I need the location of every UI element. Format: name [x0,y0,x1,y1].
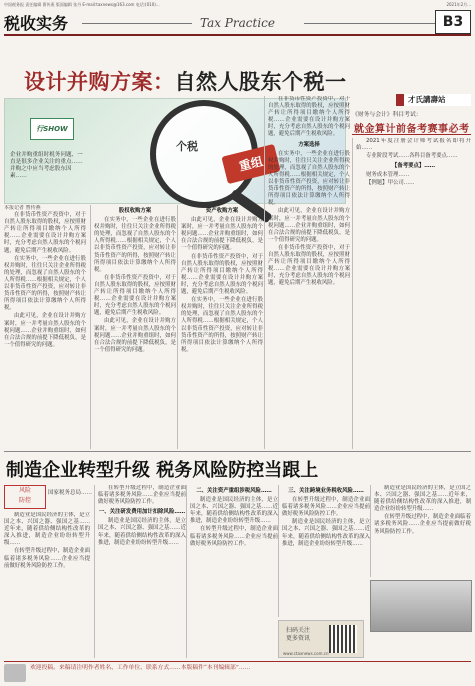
footer-photo [4,664,26,682]
illustration-caption: 企业并购重组时税务问题、一直是很多企业关注的重点……并购之中应当考虑股东因素…… [10,152,83,179]
section-divider [4,451,471,452]
story1-paragraph: 在非货币性资产投资中，对于自然人股东取得的股权，应按照财产转让所得项目缴纳个人所得税……企业需要在设计并购方案时，充分考虑自然人股东的个税问题，避免后期产生税收风险。 [94,274,176,317]
story1-paragraph: 在实务中，一些企业在进行股权并购时，往往只关注企业所得税的处理，而忽视了自然人股东的个人所得税……根据相关规定，个人以非货币性资产投资，应对转让非货币性资产的所得，按照财产转让所得项目依法计算缴纳个人所得税。 [268,150,350,207]
sidebar-kicker: 《财务与会计》科目考试： [352,112,422,118]
story2-paragraph: 制造业是国民经济的主体，是立国之本、兴国之器、强国之基……近年来，随着供给侧结构性改革的深入推进，制造企业纷纷转型升级…… [4,512,90,547]
story1-column-2 [90,205,176,449]
story2-paragraph: 制造业是国民经济的主体，是立国之本、兴国之器、强国之基……近年来，随着供给侧结构性改革的深入推进，制造企业纷纷转型升级…… [190,497,278,525]
story2-paragraph: 制造业是国民经济的主体，是立国之本、兴国之器、强国之基……近年来，随着供给侧结构性改革的深入推进，制造企业纷纷转型升级…… [98,518,186,546]
qr-url[interactable]: www.ctaxnews.com.cn [283,651,329,656]
sidebar-title: 就金算计前备考赛事必考 [354,124,470,135]
section-title: 税收实务 [4,14,69,33]
sidebar-subhead: 【备考要点】…… [391,163,436,170]
story1-column-4 [264,96,350,449]
story2-paragraph: 制造业是国民经济的主体，是立国之本、兴国之器、强国之基……近年来，随着供给侧结构性改革的深入推进，制造企业纷纷转型升级…… [282,519,370,547]
story1-paragraph: 由此可见，企业在设计并购方案时，应一并考量自然人股东的个税问题……企业并购重组时，如何在合法合规的前提下降低税负，是一个值得研究的问题。 [181,217,263,252]
header-rule-right [304,23,436,24]
sidebar-brand: 才氏講壽站 [396,94,471,106]
story1-headline [4,56,350,96]
page-footer [4,661,471,684]
story2-column-1 [4,512,90,658]
story2-subhead: 二、关注资产重组涉税风险…… [196,488,272,494]
sidebar-body [352,138,471,449]
story1-paragraph: 在非货币性资产投资中，对于自然人股东取得的股权，应按照财产转让所得项目缴纳个人所得税……企业需要在设计并购方案时，充分考虑自然人股东的个税问题，避免后期产生税收风险。 [181,253,263,296]
story2-headline: 制造企业转型升级 税务风险防控当跟上 [6,460,319,481]
story1-paragraph: 由此可见，企业在设计并购方案时，应一并考量自然人股东的个税问题……企业并购重组时，如何在合法合规的前提下降低税负，是一个值得研究的问题。 [268,208,350,243]
story1-headline-pre: 设计并购方案： [24,70,175,94]
story1-paragraph: 由此可见，企业在设计并购方案时，应一并考量自然人股东的个税问题……企业并购重组时，如何在合法合规的前提下降低税负，是一个值得研究的问题。 [94,318,176,353]
story1-paragraph: 在实务中，一些企业在进行股权并购时，往往只关注企业所得税的处理，而忽视了自然人股东的个人所得税……根据相关规定，个人以非货币性资产投资，应对转让非货币性资产的所得，按照财产转让所得项目依法计算缴纳个人所得税。 [94,217,176,273]
story1-paragraph: 在实务中，一些企业在进行股权并购时，往往只关注企业所得税的处理，而忽视了自然人股东的个人所得税……根据相关规定，个人以非货币性资产投资，应对转让非货币性资产的所得，按照财产转让所得项目依法计算缴纳个人所得税。 [181,297,263,353]
risk-stamp-top: 风险 [18,487,31,494]
story1-paragraph: 在非货币性资产投资中，对于自然人股东取得的股权，应按照财产转让所得项目缴纳个人所得税……企业需要在设计并购方案时，充分考虑自然人股东的个税问题，避免后期产生税收风险。 [268,96,350,138]
story2-paragraph: 制造业是国民经济的主体，是立国之本、兴国之器、强国之基……近年来，随着供给侧结构性改革的深入推进，制造企业纷纷转型升级…… [374,485,471,513]
page-number: B3 [435,10,471,34]
risk-stamp-bottom: 防控 [18,497,31,504]
story2-subhead: 一、关注研发费用加计扣除风险…… [98,509,186,516]
story1-paragraph: 由此可见，企业在设计并购方案时，应一并考量自然人股东的个税问题……企业并购重组时，如何在合法合规的前提下降低税负，是一个值得研究的问题。 [4,313,86,348]
story2-headline-box [4,455,471,479]
story2-author: 国家税务总局…… [48,490,93,496]
sidebar-paragraph: 财务成本管理…… [366,172,410,179]
story1-paragraph: 在非货币性资产投资中，对于自然人股东取得的股权，应按照财产转让所得项目缴纳个人所得税……企业需要在设计并购方案时，充分考虑自然人股东的个税问题，避免后期产生税收风险。 [268,244,350,287]
story2-subhead: 三、关注跨境业务税收风险…… [288,488,364,494]
story1-headline-main: 自然人股东个税一 [174,70,347,94]
column-logo: 行SHOW [30,118,74,140]
sidebar-paragraph: 【例题】甲公司…… [366,180,415,187]
story2-column-5 [370,485,471,577]
section-title-en: Tax Practice [200,16,275,30]
story2-column-4 [278,485,370,617]
story2-paragraph: 在转型升级过程中，制造企业面临着诸多税务风险……企业应当提前做好税务风险防控工作。 [190,526,278,547]
restructure-tag: 重组 [221,144,280,184]
story1-subhead: 资产收购方案 [205,208,239,214]
story1-paragraph: 在实务中，一些企业在进行股权并购时，往往只关注企业所得税的处理，而忽视了自然人股东的个人所得税……根据相关规定，个人以非货币性资产投资，应对转让非货币性资产的所得，按照财产转让所得项目依法计算缴纳个人所得税。 [4,255,86,312]
footer-text: 欢迎投稿。来稿请注明作者姓名、工作单位、联系方式……本版稿件“本刊编辑部”…… [30,665,251,671]
risk-stamp [4,485,46,509]
sidebar-rule [352,134,471,135]
story1-subhead: 股权收购方案 [118,208,152,214]
story2-paragraph: 在转型升级过程中，制造企业面临着诸多税务风险……企业应当提前做好税务风险防控工作。 [282,497,370,518]
sidebar-paragraph: 专业阶段考试……各科目备考要点…… [366,153,458,160]
qr-promo[interactable] [278,620,364,658]
story2-paragraph: 在转型升级过程中，制造企业面临着诸多税务风险……企业应当提前做好税务风险防控工作。 [98,485,186,506]
story1-paragraph: 在非货币性资产投资中，对于自然人股东取得的股权，应按照财产转让所得项目缴纳个人所得税……企业需要在设计并购方案时，充分考虑自然人股东的个税问题，避免后期产生税收风险。 [4,212,86,254]
story1-column-3 [177,205,263,449]
sidebar-paragraph: 2021年度注册会计师考试报名即将开始…… [356,138,471,152]
header-rule-left [82,23,192,24]
section-header [4,10,471,36]
masthead-date: 2021年2月... [446,2,471,7]
qr-label: 扫码关注 更多资讯 [285,627,310,642]
qr-code-icon[interactable] [329,625,357,653]
story1-column-1 [4,205,86,449]
story2-column-3 [186,485,278,658]
story2-paragraph: 在转型升级过程中，制造企业面临着诸多税务风险……企业应当提前做好税务风险防控工作。 [374,514,471,535]
masthead-left: 中国税务报 责任编辑 曹传燕 版面编辑 张丹 E-mail:taxnews@163.com 电话:(010)... [4,2,160,7]
magnifier-label: 个税 [176,140,198,153]
story2-column-2 [94,485,186,658]
story2-paragraph: 在转型升级过程中，制造企业面临着诸多税务风险……企业应当提前做好税务风险防控工作。 [4,548,90,569]
story1-byline: 本报记者 曹传燕 [4,205,41,211]
story2-photo [370,580,472,632]
story1-subhead: 方案选择 [298,141,320,148]
masthead-meta [4,2,471,9]
